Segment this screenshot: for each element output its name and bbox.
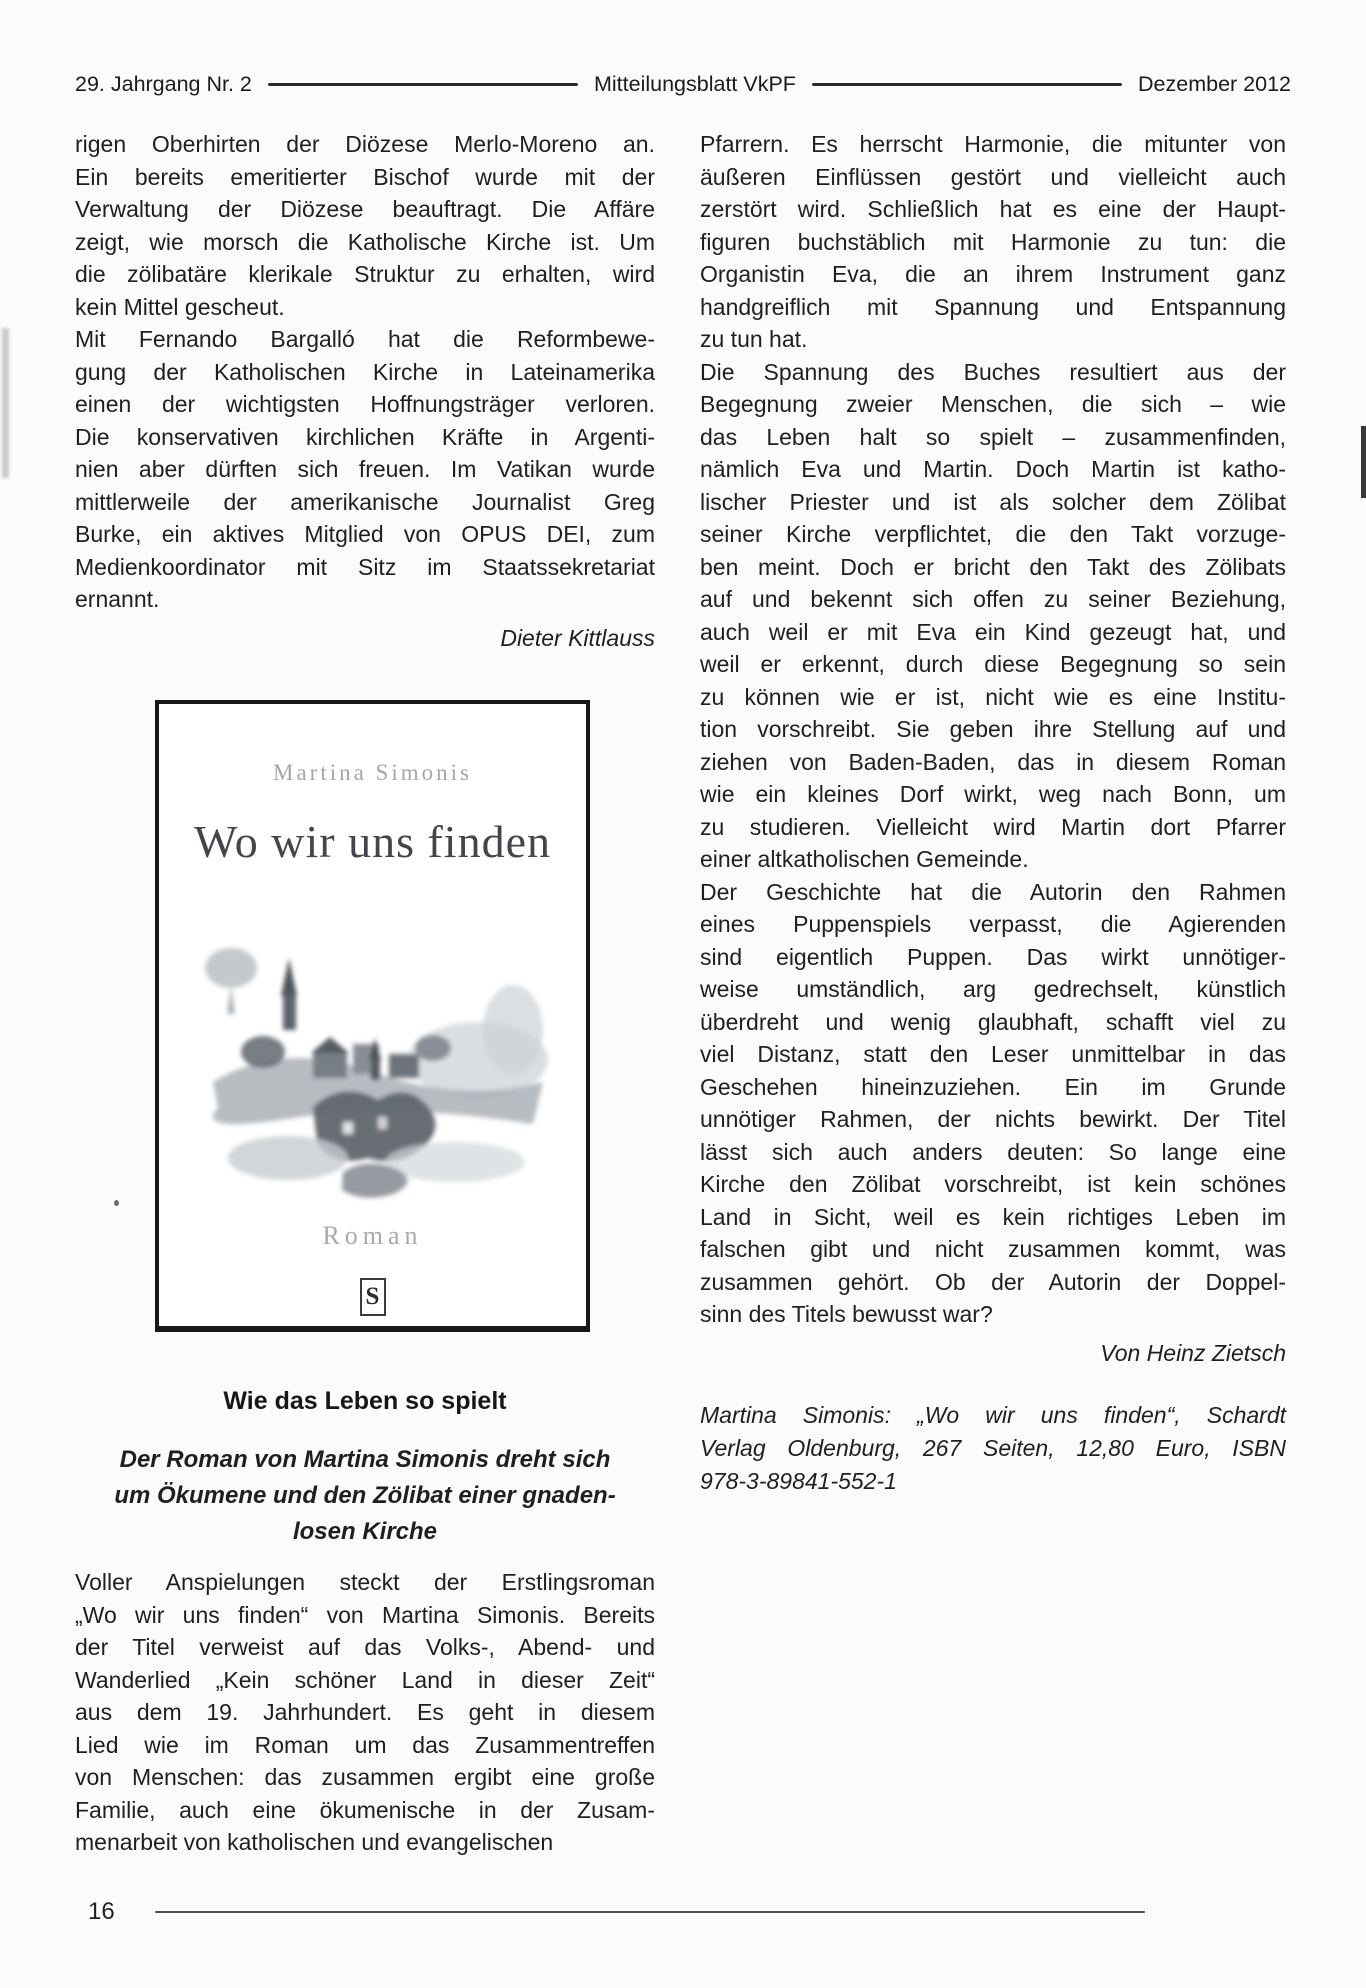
- text-line: Lied wie im Roman um das Zusammentreffen: [75, 1731, 655, 1758]
- text-line: tion vorschreibt. Sie geben ihre Stellung auf und: [700, 716, 1286, 742]
- right-column: [700, 128, 1286, 1498]
- text-line: das Leben halt so spielt – zusammenfinden,: [700, 423, 1286, 450]
- text-line: lischer Priester und ist als solcher dem Zölibat: [700, 488, 1286, 515]
- text-line: Die Spannung des Buches resultiert aus der: [700, 358, 1286, 385]
- text-line: überdreht und wenig glaubhaft, schafft viel zu: [700, 1008, 1286, 1035]
- text-line: zu können wie er ist, nicht wie es eine Institu-: [700, 683, 1286, 710]
- text-line: zu studieren. Vielleicht wird Martin dort Pfarrer: [700, 813, 1286, 840]
- text-line: die zölibatäre klerikale Struktur zu erhalten, wird: [75, 261, 655, 287]
- header-newsletter-title: Mitteilungsblatt VkPF: [593, 72, 796, 96]
- text-line: weil er erkennt, durch diese Begegnung so sein: [700, 651, 1286, 677]
- text-line: Kirche den Zölibat vorschreibt, ist kein schönes: [700, 1171, 1286, 1197]
- text-line: Wanderlied „Kein schöner Land in dieser Zeit“: [75, 1666, 655, 1693]
- text-line: Der Geschichte hat die Autorin den Rahmen: [700, 878, 1286, 905]
- header-date-label: Dezember 2012: [1138, 72, 1291, 96]
- text-line: kein Mittel gescheut.: [75, 293, 285, 320]
- book-bibliographic-info: [700, 1399, 1286, 1498]
- paragraph-review-intro: [75, 1566, 655, 1859]
- text-line: Die konservativen kirchlichen Kräfte in Argenti-: [75, 423, 655, 450]
- text-line: rigen Oberhirten der Diözese Merlo-Moreno an.: [75, 131, 655, 157]
- text-line: Geschehen hineinzuziehen. Ein im Grunde: [700, 1073, 1286, 1100]
- text-line: falschen gibt und nicht zusammen kommt, was: [700, 1236, 1286, 1262]
- text-line: äußeren Einflüssen gestört und vielleicht auch: [700, 163, 1286, 190]
- text-line: nien aber dürften sich freuen. Im Vatikan wurde: [75, 456, 655, 482]
- text-line: seiner Kirche verpflichtet, die den Takt vorzuge-: [700, 521, 1286, 547]
- page-header: [75, 72, 1291, 97]
- page-footer: [88, 1898, 1188, 1926]
- paragraph-harmony: [700, 128, 1286, 356]
- text-line: nämlich Eva und Martin. Doch Martin ist katho-: [700, 456, 1286, 482]
- publisher-logo: [360, 1278, 386, 1316]
- text-line: handgreiflich mit Spannung und Entspannung: [700, 293, 1286, 320]
- text-line: von Menschen: das zusammen ergibt eine große: [75, 1764, 655, 1790]
- text-line: um Ökumene und den Zölibat einer gnaden-: [114, 1482, 616, 1509]
- book-cover: [155, 700, 590, 1332]
- text-line: Voller Anspielungen steckt der Erstlingsroman: [75, 1569, 655, 1595]
- text-line: Der Roman von Martina Simonis dreht sich: [119, 1446, 611, 1473]
- text-line: sind eigentlich Puppen. Das wirkt unnötiger-: [700, 943, 1286, 970]
- text-line: losen Kirche: [292, 1518, 438, 1545]
- text-line: viel Distanz, statt den Leser unmittelbar in das: [700, 1041, 1286, 1067]
- text-line: der Titel verweist auf das Volks-, Abend- und: [75, 1634, 655, 1660]
- page-number: 16: [88, 1898, 115, 1925]
- book-cover-illustration: [193, 932, 553, 1212]
- text-line: Ein bereits emeritierter Bischof wurde mit der: [75, 163, 655, 190]
- header-rule-left: [268, 83, 578, 86]
- text-line: Mit Fernando Bargalló hat die Reformbewe-: [75, 326, 655, 352]
- paragraph-bargallo: [75, 323, 655, 616]
- left-column: [75, 128, 655, 1859]
- text-line: Organistin Eva, die an ihrem Instrument ganz: [700, 261, 1286, 287]
- text-line: Familie, auch eine ökumenische in der Zusam-: [75, 1796, 655, 1823]
- text-line: zu tun hat.: [700, 326, 808, 352]
- text-line: Martina Simonis: „Wo wir uns finden“, Schardt: [700, 1402, 1286, 1428]
- paragraph-eva-martin: [700, 356, 1286, 876]
- text-line: Verlag Oldenburg, 267 Seiten, 12,80 Euro, ISBN: [700, 1435, 1286, 1461]
- header-rule-right: [812, 83, 1122, 86]
- text-line: figuren buchstäblich mit Harmonie zu tun: die: [700, 228, 1286, 255]
- church-spire: [281, 958, 297, 1030]
- text-line: „Wo wir uns finden“ von Martina Simonis. Bereits: [75, 1601, 655, 1628]
- paragraph-diocese: [75, 128, 655, 323]
- publisher-logo-letter: S: [365, 1283, 380, 1310]
- text-line: mittlerweile der amerikanische Journalist Greg: [75, 488, 655, 515]
- text-line: unnötiger Rahmen, der nichts bewirkt. Der Titel: [700, 1106, 1286, 1132]
- text-line: Pfarrern. Es herrscht Harmonie, die mitunter von: [700, 131, 1286, 157]
- scan-artifact-dot: [114, 1200, 119, 1206]
- text-line: ziehen von Baden-Baden, das in diesem Roman: [700, 748, 1286, 775]
- scan-artifact-left-streak: [2, 328, 9, 478]
- author-signature-zietsch: Von Heinz Zietsch: [1100, 1339, 1286, 1366]
- footer-rule: [155, 1911, 1145, 1914]
- text-line: menarbeit von katholischen und evangelischen: [75, 1829, 554, 1855]
- text-line: Medienkoordinator mit Sitz im Staatssekretariat: [75, 553, 655, 580]
- text-line: Land in Sicht, weil es kein richtiges Leben im: [700, 1203, 1286, 1230]
- text-line: Begegnung zweier Menschen, die sich – wie: [700, 391, 1286, 417]
- review-title: Wie das Leben so spielt: [223, 1387, 507, 1415]
- text-line: Burke, ein aktives Mitglied von OPUS DEI, zum: [75, 521, 655, 547]
- text-line: einer altkatholischen Gemeinde.: [700, 846, 1029, 872]
- text-line: ernannt.: [75, 586, 160, 612]
- text-line: Verwaltung der Diözese beauftragt. Die Affäre: [75, 196, 655, 222]
- text-line: zeigt, wie morsch die Katholische Kirche ist. Um: [75, 228, 655, 255]
- text-line: zusammen gehört. Ob der Autorin der Doppel-: [700, 1268, 1286, 1295]
- paragraph-critique: [700, 876, 1286, 1331]
- text-line: gung der Katholischen Kirche in Lateinamerika: [75, 358, 655, 385]
- header-issue-label: 29. Jahrgang Nr. 2: [75, 72, 252, 96]
- text-line: 978-3-89841-552-1: [700, 1468, 897, 1494]
- text-line: aus dem 19. Jahrhundert. Es geht in diesem: [75, 1699, 655, 1725]
- book-cover-genre: Roman: [322, 1221, 423, 1250]
- scan-artifact-right-tick: [1361, 426, 1366, 498]
- author-signature-kittlauss: Dieter Kittlauss: [500, 624, 655, 651]
- book-cover-title: Wo wir uns finden: [194, 816, 551, 867]
- text-line: weise umständlich, arg gedrechselt, künstlich: [700, 976, 1286, 1002]
- village-houses: [311, 1037, 419, 1080]
- text-line: auch weil er mit Eva ein Kind gezeugt hat, und: [700, 618, 1286, 645]
- text-line: eines Puppenspiels verpasst, die Agierenden: [700, 911, 1286, 937]
- text-line: auf und bekennt sich offen zu seiner Beziehung,: [700, 586, 1286, 612]
- text-line: einen der wichtigsten Hoffnungsträger verloren.: [75, 391, 655, 417]
- text-line: zerstört wird. Schließlich hat es eine der Haupt-: [700, 196, 1286, 222]
- book-cover-author: Martina Simonis: [273, 760, 472, 785]
- review-subtitle: [75, 1442, 655, 1550]
- text-line: wie ein kleines Dorf wirkt, weg nach Bonn, um: [700, 781, 1286, 807]
- text-line: sinn des Titels bewusst war?: [700, 1301, 993, 1327]
- text-line: lässt sich auch anders deuten: So lange eine: [700, 1138, 1286, 1165]
- text-line: ben meint. Doch er bricht den Takt des Zölibats: [700, 553, 1286, 580]
